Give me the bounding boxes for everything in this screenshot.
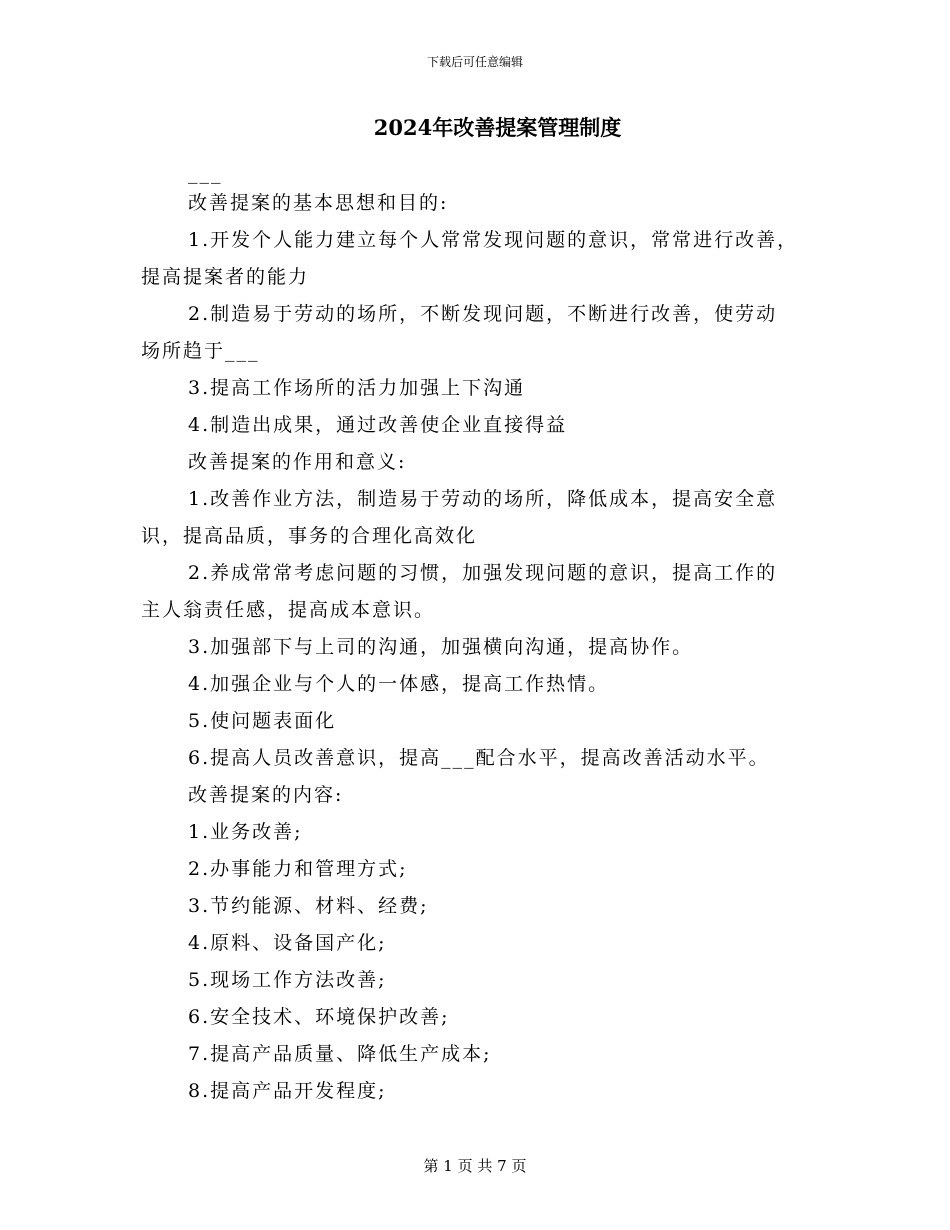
text-line: 2.办事能力和管理方式; [188, 858, 408, 880]
text-line: 6.提高人员改善意识，提高___配合水平，提高改善活动水平。 [188, 747, 770, 769]
text-line: 2.养成常常考虑问题的习惯，加强发现问题的意识，提高工作的 [188, 562, 778, 584]
text-line: 3.加强部下与上司的沟通，加强横向沟通，提高协作。 [188, 636, 694, 658]
text-line: 改善提案的作用和意义: [188, 451, 407, 473]
text-line: ___ [188, 162, 223, 184]
text-line: 7.提高产品质量、降低生产成本; [188, 1043, 492, 1065]
document-title: 2024年改善提案管理制度 [373, 115, 622, 140]
text-line: 1.开发个人能力建立每个人常常发现问题的意识，常常进行改善， [188, 229, 799, 251]
header-note: 下载后可任意编辑 [426, 55, 523, 69]
text-line: 改善提案的内容: [188, 784, 344, 806]
text-line: 3.节约能源、材料、经费; [188, 895, 429, 917]
text-line: 场所趋于___ [141, 340, 260, 362]
text-line: 改善提案的基本思想和目的: [188, 192, 449, 214]
text-line: 3.提高工作场所的活力加强上下沟通 [188, 377, 526, 399]
document-body [0, 160, 950, 1110]
text-line: 2.制造易于劳动的场所，不断发现问题，不断进行改善，使劳动 [188, 303, 778, 325]
text-line: 主人翁责任感，提高成本意识。 [141, 599, 436, 621]
text-line: 1.改善作业方法，制造易于劳动的场所，降低成本，提高安全意 [188, 488, 778, 510]
text-line: 4.制造出成果，通过改善使企业直接得益 [188, 414, 568, 436]
text-line: 5.使问题表面化 [188, 710, 337, 732]
text-line: 识，提高品质，事务的合理化高效化 [141, 525, 478, 547]
text-line: 1.业务改善; [188, 821, 303, 843]
text-line: 5.现场工作方法改善; [188, 969, 387, 991]
text-line: 6.安全技术、环境保护改善; [188, 1006, 450, 1028]
text-line: 4.原料、设备国产化; [188, 932, 387, 954]
text-line: 8.提高产品开发程度; [188, 1080, 387, 1102]
text-line: 提高提案者的能力 [141, 266, 310, 288]
page-number-footer: 第 1 页 共 7 页 [423, 1157, 527, 1175]
text-line: 4.加强企业与个人的一体感，提高工作热情。 [188, 673, 610, 695]
